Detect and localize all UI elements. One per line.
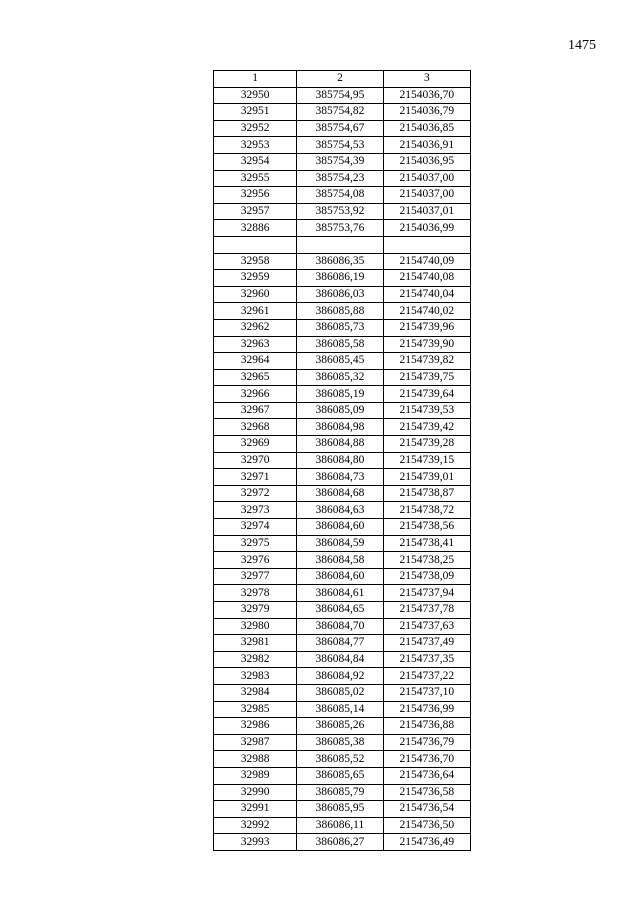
table-row xyxy=(214,270,471,287)
x-coordinate-cell: 386086,19 xyxy=(297,270,383,287)
y-coordinate-cell: 2154738,56 xyxy=(383,519,470,536)
y-coordinate-cell: 2154736,50 xyxy=(383,817,470,834)
point-number-cell: 32979 xyxy=(214,602,297,619)
point-number-cell: 32967 xyxy=(214,402,297,419)
table-row xyxy=(214,618,471,635)
x-coordinate-cell: 386086,11 xyxy=(297,817,383,834)
table-row xyxy=(214,87,471,104)
point-number-cell: 32973 xyxy=(214,502,297,519)
x-coordinate-cell: 386084,65 xyxy=(297,602,383,619)
y-coordinate-cell: 2154736,88 xyxy=(383,718,470,735)
table-row xyxy=(214,668,471,685)
point-number-cell: 32985 xyxy=(214,701,297,718)
point-number-cell: 32991 xyxy=(214,801,297,818)
table-row xyxy=(214,568,471,585)
x-coordinate-cell: 386085,45 xyxy=(297,353,383,370)
point-number-cell: 32959 xyxy=(214,270,297,287)
table-row xyxy=(214,718,471,735)
point-number-cell: 32968 xyxy=(214,419,297,436)
x-coordinate-cell: 386086,03 xyxy=(297,286,383,303)
point-number-cell: 32982 xyxy=(214,651,297,668)
point-number-cell: 32963 xyxy=(214,336,297,353)
y-coordinate-cell: 2154036,99 xyxy=(383,220,470,237)
x-coordinate-cell: 385754,82 xyxy=(297,104,383,121)
y-coordinate-cell: 2154737,49 xyxy=(383,635,470,652)
y-coordinate-cell: 2154739,28 xyxy=(383,436,470,453)
y-coordinate-cell: 2154736,64 xyxy=(383,767,470,784)
x-coordinate-cell: 386085,26 xyxy=(297,718,383,735)
table-row xyxy=(214,767,471,784)
point-number-cell: 32951 xyxy=(214,104,297,121)
y-coordinate-cell: 2154736,99 xyxy=(383,701,470,718)
table-row xyxy=(214,187,471,204)
x-coordinate-cell: 386085,14 xyxy=(297,701,383,718)
table-row xyxy=(214,369,471,386)
x-coordinate-cell: 386084,92 xyxy=(297,668,383,685)
point-number-cell: 32952 xyxy=(214,120,297,137)
point-number-cell: 32886 xyxy=(214,220,297,237)
table-row xyxy=(214,502,471,519)
x-coordinate-cell: 386084,60 xyxy=(297,568,383,585)
x-coordinate-cell: 386085,09 xyxy=(297,402,383,419)
table-row xyxy=(214,635,471,652)
point-number-cell: 32956 xyxy=(214,187,297,204)
x-coordinate-cell: 386084,70 xyxy=(297,618,383,635)
y-coordinate-cell: 2154036,79 xyxy=(383,104,470,121)
y-coordinate-cell: 2154740,02 xyxy=(383,303,470,320)
x-coordinate-cell: 386085,38 xyxy=(297,734,383,751)
point-number-cell: 32965 xyxy=(214,369,297,386)
y-coordinate-cell: 2154738,87 xyxy=(383,485,470,502)
x-coordinate-cell: 386085,32 xyxy=(297,369,383,386)
y-coordinate-cell: 2154738,72 xyxy=(383,502,470,519)
y-coordinate-cell: 2154739,53 xyxy=(383,402,470,419)
x-coordinate-cell: 385754,08 xyxy=(297,187,383,204)
x-coordinate-cell: 385754,23 xyxy=(297,170,383,187)
x-coordinate-cell: 385754,67 xyxy=(297,120,383,137)
y-coordinate-cell: 2154036,85 xyxy=(383,120,470,137)
point-number-cell: 32970 xyxy=(214,452,297,469)
y-coordinate-cell: 2154036,91 xyxy=(383,137,470,154)
table-row xyxy=(214,684,471,701)
table-row xyxy=(214,734,471,751)
y-coordinate-cell: 2154036,70 xyxy=(383,87,470,104)
y-coordinate-cell: 2154737,78 xyxy=(383,602,470,619)
table-row xyxy=(214,336,471,353)
page-number: 1475 xyxy=(568,38,596,53)
y-coordinate-cell: 2154737,10 xyxy=(383,684,470,701)
point-number-cell: 32966 xyxy=(214,386,297,403)
y-coordinate-cell: 2154739,82 xyxy=(383,353,470,370)
x-coordinate-cell: 386084,80 xyxy=(297,452,383,469)
x-coordinate-cell: 386084,59 xyxy=(297,535,383,552)
x-coordinate-cell: 386084,68 xyxy=(297,485,383,502)
table-row xyxy=(214,519,471,536)
y-coordinate-cell: 2154037,00 xyxy=(383,170,470,187)
y-coordinate-cell: 2154738,09 xyxy=(383,568,470,585)
x-coordinate-cell: 386084,60 xyxy=(297,519,383,536)
point-number-cell: 32978 xyxy=(214,585,297,602)
table-row xyxy=(214,419,471,436)
x-coordinate-cell: 385754,95 xyxy=(297,87,383,104)
table-row xyxy=(214,203,471,220)
y-coordinate-cell: 2154737,22 xyxy=(383,668,470,685)
x-coordinate-cell xyxy=(297,236,383,253)
x-coordinate-cell: 386084,84 xyxy=(297,651,383,668)
table-row xyxy=(214,220,471,237)
y-coordinate-cell: 2154736,54 xyxy=(383,801,470,818)
point-number-cell: 32955 xyxy=(214,170,297,187)
point-number-cell: 32980 xyxy=(214,618,297,635)
table-row xyxy=(214,817,471,834)
x-coordinate-cell: 385753,76 xyxy=(297,220,383,237)
point-number-cell: 32975 xyxy=(214,535,297,552)
column-header-3: 3 xyxy=(383,71,470,88)
x-coordinate-cell: 386085,02 xyxy=(297,684,383,701)
y-coordinate-cell: 2154738,25 xyxy=(383,552,470,569)
point-number-cell: 32976 xyxy=(214,552,297,569)
point-number-cell xyxy=(214,236,297,253)
x-coordinate-cell: 386085,95 xyxy=(297,801,383,818)
table-row xyxy=(214,286,471,303)
point-number-cell: 32972 xyxy=(214,485,297,502)
point-number-cell: 32983 xyxy=(214,668,297,685)
y-coordinate-cell: 2154740,09 xyxy=(383,253,470,270)
y-coordinate-cell: 2154738,41 xyxy=(383,535,470,552)
table-row xyxy=(214,801,471,818)
coordinates-table xyxy=(213,70,471,851)
y-coordinate-cell: 2154740,04 xyxy=(383,286,470,303)
table-row xyxy=(214,303,471,320)
table-row xyxy=(214,485,471,502)
x-coordinate-cell: 385753,92 xyxy=(297,203,383,220)
point-number-cell: 32977 xyxy=(214,568,297,585)
x-coordinate-cell: 386086,35 xyxy=(297,253,383,270)
table-row xyxy=(214,784,471,801)
table-row xyxy=(214,120,471,137)
y-coordinate-cell: 2154736,58 xyxy=(383,784,470,801)
point-number-cell: 32984 xyxy=(214,684,297,701)
column-header-1: 1 xyxy=(214,71,297,88)
x-coordinate-cell: 386085,88 xyxy=(297,303,383,320)
y-coordinate-cell: 2154737,35 xyxy=(383,651,470,668)
table-row xyxy=(214,602,471,619)
point-number-cell: 32988 xyxy=(214,751,297,768)
table-row xyxy=(214,236,471,253)
column-header-2: 2 xyxy=(297,71,383,88)
x-coordinate-cell: 386084,88 xyxy=(297,436,383,453)
table-row xyxy=(214,153,471,170)
x-coordinate-cell: 386084,73 xyxy=(297,469,383,486)
table-row xyxy=(214,170,471,187)
point-number-cell: 32960 xyxy=(214,286,297,303)
x-coordinate-cell: 385754,53 xyxy=(297,137,383,154)
x-coordinate-cell: 386085,79 xyxy=(297,784,383,801)
x-coordinate-cell: 386084,61 xyxy=(297,585,383,602)
y-coordinate-cell: 2154739,01 xyxy=(383,469,470,486)
x-coordinate-cell: 386085,58 xyxy=(297,336,383,353)
y-coordinate-cell: 2154740,08 xyxy=(383,270,470,287)
x-coordinate-cell: 386086,27 xyxy=(297,834,383,851)
table-row xyxy=(214,353,471,370)
table-row xyxy=(214,452,471,469)
y-coordinate-cell: 2154739,15 xyxy=(383,452,470,469)
y-coordinate-cell: 2154739,90 xyxy=(383,336,470,353)
y-coordinate-cell xyxy=(383,236,470,253)
point-number-cell: 32989 xyxy=(214,767,297,784)
point-number-cell: 32954 xyxy=(214,153,297,170)
point-number-cell: 32957 xyxy=(214,203,297,220)
table-body xyxy=(214,87,471,850)
point-number-cell: 32961 xyxy=(214,303,297,320)
table-row xyxy=(214,104,471,121)
point-number-cell: 32969 xyxy=(214,436,297,453)
table-row xyxy=(214,751,471,768)
x-coordinate-cell: 386084,98 xyxy=(297,419,383,436)
point-number-cell: 32981 xyxy=(214,635,297,652)
table-row xyxy=(214,701,471,718)
point-number-cell: 32992 xyxy=(214,817,297,834)
x-coordinate-cell: 386085,65 xyxy=(297,767,383,784)
y-coordinate-cell: 2154736,79 xyxy=(383,734,470,751)
y-coordinate-cell: 2154037,00 xyxy=(383,187,470,204)
point-number-cell: 32993 xyxy=(214,834,297,851)
point-number-cell: 32950 xyxy=(214,87,297,104)
table-row xyxy=(214,319,471,336)
point-number-cell: 32953 xyxy=(214,137,297,154)
x-coordinate-cell: 386084,63 xyxy=(297,502,383,519)
point-number-cell: 32962 xyxy=(214,319,297,336)
y-coordinate-cell: 2154737,94 xyxy=(383,585,470,602)
table-row xyxy=(214,253,471,270)
y-coordinate-cell: 2154739,42 xyxy=(383,419,470,436)
x-coordinate-cell: 386085,19 xyxy=(297,386,383,403)
table-row xyxy=(214,469,471,486)
y-coordinate-cell: 2154737,63 xyxy=(383,618,470,635)
point-number-cell: 32986 xyxy=(214,718,297,735)
point-number-cell: 32958 xyxy=(214,253,297,270)
y-coordinate-cell: 2154037,01 xyxy=(383,203,470,220)
y-coordinate-cell: 2154736,70 xyxy=(383,751,470,768)
x-coordinate-cell: 386085,52 xyxy=(297,751,383,768)
table-row xyxy=(214,402,471,419)
point-number-cell: 32964 xyxy=(214,353,297,370)
table-row xyxy=(214,137,471,154)
x-coordinate-cell: 386084,58 xyxy=(297,552,383,569)
table-row xyxy=(214,651,471,668)
point-number-cell: 32971 xyxy=(214,469,297,486)
x-coordinate-cell: 385754,39 xyxy=(297,153,383,170)
y-coordinate-cell: 2154736,49 xyxy=(383,834,470,851)
table-row xyxy=(214,552,471,569)
table-row xyxy=(214,436,471,453)
table-row xyxy=(214,386,471,403)
x-coordinate-cell: 386084,77 xyxy=(297,635,383,652)
table-row xyxy=(214,535,471,552)
x-coordinate-cell: 386085,73 xyxy=(297,319,383,336)
point-number-cell: 32974 xyxy=(214,519,297,536)
point-number-cell: 32990 xyxy=(214,784,297,801)
table-row xyxy=(214,585,471,602)
y-coordinate-cell: 2154739,64 xyxy=(383,386,470,403)
table-header-row xyxy=(214,71,471,88)
table-row xyxy=(214,834,471,851)
y-coordinate-cell: 2154739,75 xyxy=(383,369,470,386)
point-number-cell: 32987 xyxy=(214,734,297,751)
y-coordinate-cell: 2154739,96 xyxy=(383,319,470,336)
y-coordinate-cell: 2154036,95 xyxy=(383,153,470,170)
